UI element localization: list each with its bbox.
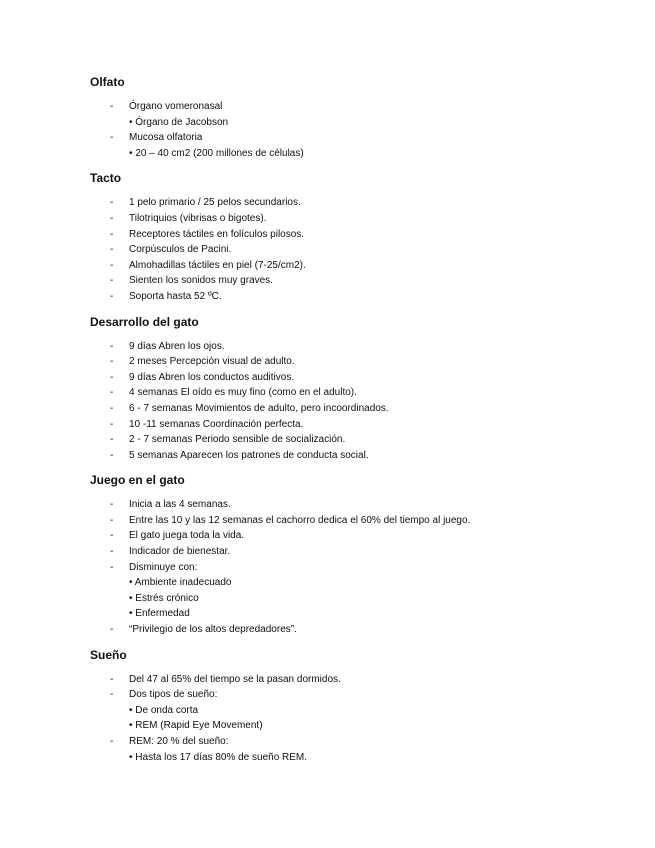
dash-marker: - (110, 356, 114, 368)
list-item (90, 385, 610, 401)
section-list (90, 672, 610, 766)
list-item-text: 9 días Abren los conductos auditivos. (129, 371, 295, 383)
list-item-text: Entre las 10 y las 12 semanas el cachorro dedica el 60% del tiempo al juego. (129, 514, 471, 526)
section-list (90, 195, 610, 304)
list-item (90, 544, 610, 560)
list-item (90, 497, 610, 513)
list-item (90, 672, 610, 688)
list-item-text: 10 -11 semanas Coordinación perfecta. (129, 418, 304, 430)
list-item (90, 417, 610, 433)
list-item (90, 591, 610, 607)
list-item (90, 448, 610, 464)
list-item (90, 513, 610, 529)
list-item-text: Del 47 al 65% del tiempo se la pasan dormidos. (129, 673, 341, 685)
list-item-text: Disminuye con: (129, 561, 198, 573)
list-item-text: REM: 20 % del sueño: (129, 736, 229, 747)
dash-marker: - (110, 132, 114, 144)
section-list (90, 99, 610, 161)
sub-item-text: • Ambiente inadecuado (129, 577, 232, 589)
dash-marker: - (110, 275, 114, 287)
list-item (90, 734, 610, 750)
dash-marker: - (110, 689, 114, 701)
list-item-text: 6 - 7 semanas Movimientos de adulto, pero incoordinados. (129, 402, 389, 414)
list-item-text: Mucosa olfatoria (129, 132, 203, 144)
dash-marker: - (110, 546, 114, 558)
dash-marker: - (110, 371, 114, 383)
list-item (90, 370, 610, 386)
section-title: Olfato (90, 75, 125, 89)
list-item (90, 195, 610, 211)
list-item-text: 2 - 7 semanas Periodo sensible de socialización. (129, 434, 346, 446)
dash-marker: - (110, 736, 114, 747)
document-body (90, 74, 610, 765)
list-item (90, 560, 610, 576)
dash-marker: - (110, 530, 114, 542)
sub-item-text: • REM (Rapid Eye Movement) (129, 720, 263, 732)
section-tacto (90, 170, 610, 313)
section-list (90, 339, 610, 464)
list-item-text: Dos tipos de sueño: (129, 689, 218, 701)
list-item-text: 5 semanas Aparecen los patrones de conducta social. (129, 449, 369, 461)
section-juego (90, 472, 610, 646)
list-item (90, 115, 610, 131)
list-item (90, 273, 610, 289)
list-item-text: Inicia a las 4 semanas. (129, 499, 231, 511)
dash-marker: - (110, 244, 114, 256)
list-item (90, 130, 610, 146)
list-item (90, 687, 610, 703)
dash-marker: - (110, 418, 114, 430)
list-item (90, 146, 610, 162)
list-item (90, 242, 610, 258)
section-title: Desarrollo del gato (90, 314, 199, 329)
dash-marker: - (110, 228, 114, 240)
dash-marker: - (110, 449, 114, 461)
dash-marker: - (110, 197, 114, 209)
sub-item-text: • Hasta los 17 días 80% de sueño REM. (129, 751, 308, 763)
list-item (90, 703, 610, 719)
dash-marker: - (110, 101, 114, 112)
sub-item-text: • 20 – 40 cm2 (200 millones de células) (129, 147, 304, 159)
dash-marker: - (110, 624, 114, 636)
dash-marker: - (110, 259, 114, 271)
list-item (90, 432, 610, 448)
list-item (90, 354, 610, 370)
list-item-text: Indicador de bienestar. (129, 546, 231, 558)
dash-marker: - (110, 340, 114, 352)
list-item-text: 9 días Abren los ojos. (129, 340, 225, 352)
list-item (90, 575, 610, 591)
list-item-text: 2 meses Percepción visual de adulto. (129, 356, 295, 368)
dash-marker: - (110, 434, 114, 446)
section-sueno (90, 647, 610, 766)
list-item-text: Corpúsculos de Pacini. (129, 244, 232, 256)
sub-item-text: • Órgano de Jacobson (129, 116, 229, 128)
section-desarrollo (90, 314, 610, 473)
dash-marker: - (110, 499, 114, 511)
list-item-text: Órgano vomeronasal (129, 101, 223, 112)
section-olfato (90, 74, 610, 170)
list-item-text: Tilotriquios (vibrisas o bigotes). (129, 212, 267, 224)
list-item-text: 1 pelo primario / 25 pelos secundarios. (129, 197, 301, 209)
dash-marker: - (110, 561, 114, 573)
section-list (90, 497, 610, 637)
dash-marker: - (110, 673, 114, 685)
list-item-text: El gato juega toda la vida. (129, 530, 245, 542)
list-item-text: Almohadillas táctiles en piel (7-25/cm2). (129, 259, 306, 271)
sub-item-text: • De onda corta (129, 704, 199, 716)
list-item (90, 258, 610, 274)
list-item (90, 211, 610, 227)
dash-marker: - (110, 290, 114, 302)
list-item (90, 99, 610, 115)
list-item-text: 4 semanas El oído es muy fino (como en el adulto). (129, 387, 357, 399)
list-item (90, 750, 610, 766)
list-item-text: Soporta hasta 52 ºC. (129, 290, 222, 302)
list-item-text: Receptores táctiles en folículos pilosos. (129, 228, 305, 240)
dash-marker: - (110, 387, 114, 399)
list-item-text: “Privilegio de los altos depredadores”. (129, 624, 297, 636)
section-title: Tacto (90, 171, 122, 186)
section-title: Sueño (90, 647, 127, 662)
list-item (90, 227, 610, 243)
list-item (90, 622, 610, 638)
list-item (90, 339, 610, 355)
list-item (90, 528, 610, 544)
sub-item-text: • Enfermedad (129, 608, 190, 620)
list-item-text: Sienten los sonidos muy graves. (129, 275, 273, 287)
dash-marker: - (110, 514, 114, 526)
section-title: Juego en el gato (90, 473, 185, 488)
dash-marker: - (110, 402, 114, 414)
dash-marker: - (110, 212, 114, 224)
list-item (90, 401, 610, 417)
sub-item-text: • Estrés crónico (129, 592, 199, 604)
list-item (90, 718, 610, 734)
list-item (90, 289, 610, 305)
list-item (90, 606, 610, 622)
